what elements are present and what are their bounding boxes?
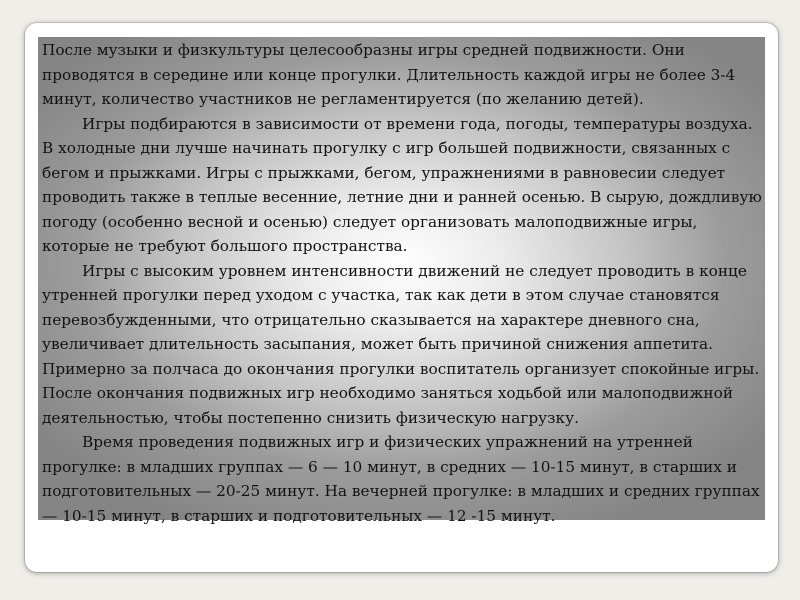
paragraph-duration: Время проведения подвижных игр и физических упражнений на утренней прогулке: в младших группах — 6 — 10 минут, в средних — 10-15 минут, в старших и подготовительных — 20-25 минут. На вечерней прогулке: в младших и средних группах — 10-15 минут, в старших и подготовительных — 12 -15 минут.: [42, 433, 760, 525]
paragraph-season-weather: Игры подбираются в зависимости от времени года, погоды, температуры воздуха. В холодные дни лучше начинать прогулку с игр большей подвижности, связанных с бегом и прыжками. Игры с прыжками, бегом, упражнениями в равновесии следует проводить также в теплые весенние, летние дни и ранней осенью. В сырую, дождливую погоду (особенно весной и осенью) следует организовать малоподвижные игры, которые не требуют большого пространства.: [42, 114, 762, 255]
paragraph-middle-mobility-games: После музыки и физкультуры целесообразны игры средней подвижности. Они проводятся в середине или конце прогулки. Длительность каждой игры не более 3-4 минут, количество участников не регламентируется (по желанию детей).: [42, 41, 736, 108]
paragraph-intensity: Игры с высоким уровнем интенсивности движений не следует проводить в конце утренней прогулки перед уходом с участка, так как дети в этом случае становятся перевозбужденными, что отрицательно сказывается на характере дневного сна, увеличивает длительность засыпания, может быть причиной снижения аппетита. Примерно за полчаса до окончания прогулки воспитатель организует спокойные игры. После окончания подвижных игр необходимо заняться ходьбой или малоподвижной деятельностью, чтобы постепенно снизить физическую нагрузку.: [42, 261, 760, 427]
slide-text-block: [42, 38, 768, 528]
